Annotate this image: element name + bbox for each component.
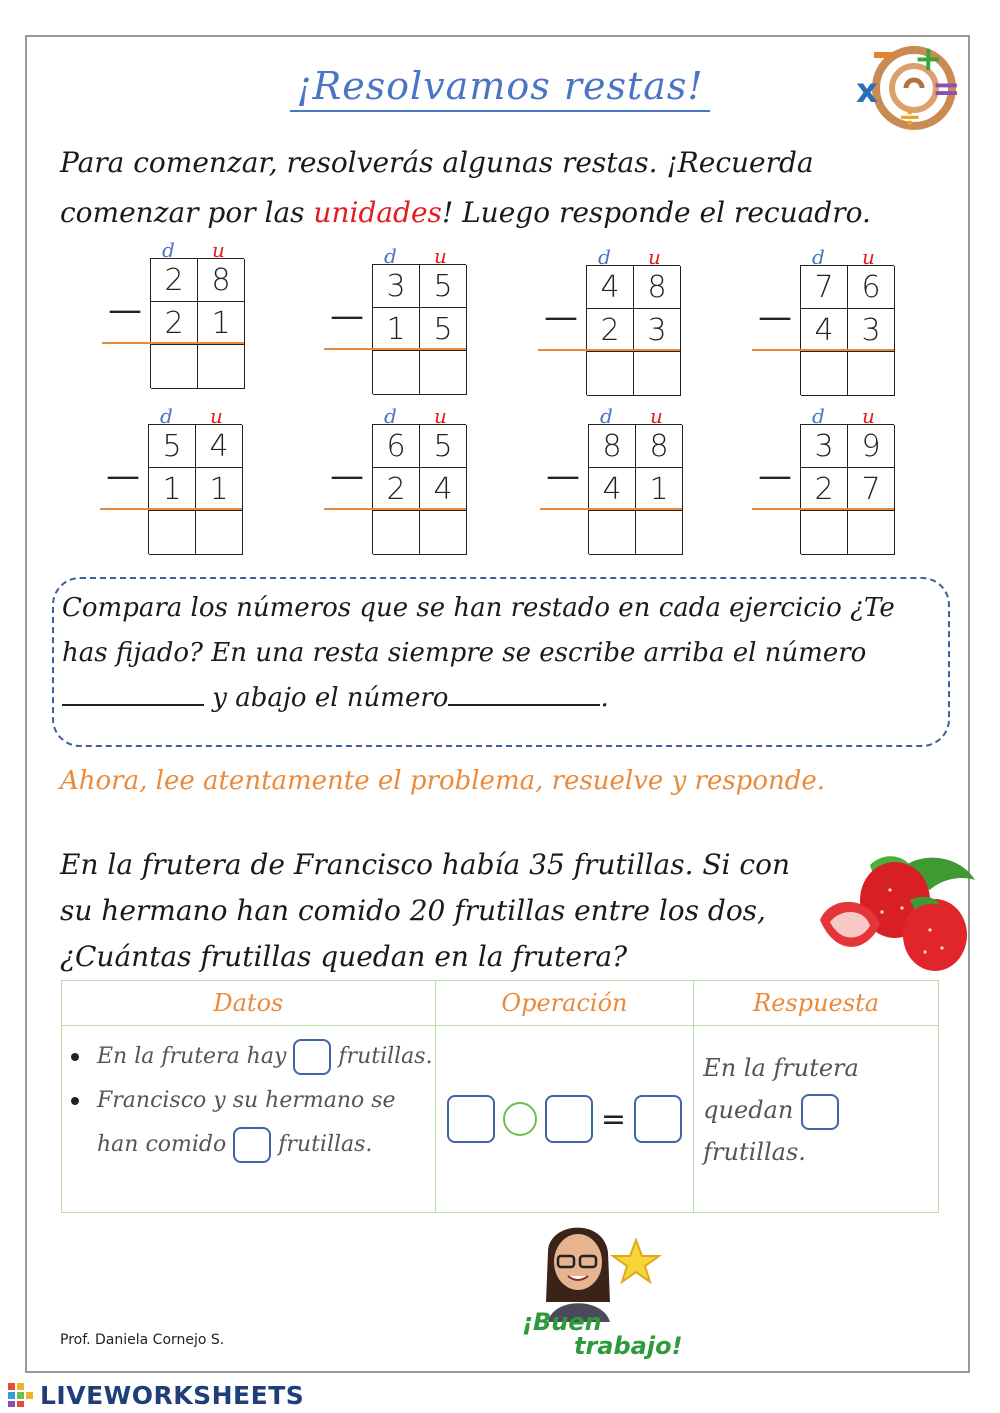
minus-sign: — (758, 456, 792, 496)
blank-upper-number-input[interactable] (62, 682, 204, 706)
brand-name: LIVEWORKSHEETS (40, 1380, 305, 1410)
units-label: u (210, 404, 223, 428)
answer-units-input[interactable] (848, 352, 895, 396)
header-respuesta: Respuesta (694, 981, 939, 1026)
tens-label: d (600, 404, 613, 428)
subtraction-exercise (108, 238, 280, 398)
minuend-tens: 4 (587, 266, 634, 309)
equals-sign: = (600, 1101, 627, 1137)
brand-footer (8, 1380, 304, 1410)
minuend-tens: 3 (373, 265, 420, 308)
header-datos: Datos (62, 981, 436, 1026)
svg-text:=: = (932, 69, 961, 109)
word-problem: En la frutera de Francisco había 35 frutillas. Si con su hermano han comido 20 frutillas entre los dos, ¿Cuántas frutillas quedan en la frutera? (60, 848, 790, 973)
tens-label: d (160, 404, 173, 428)
subtrahend-tens: 2 (801, 468, 848, 511)
header-operacion: Operación (435, 981, 693, 1026)
minuend-units: 8 (636, 425, 683, 468)
page-title: ¡Resolvamos restas! (0, 64, 1000, 108)
minuend-units: 4 (196, 425, 243, 468)
minus-sign: — (330, 296, 364, 336)
answer-tens-input[interactable] (373, 511, 420, 555)
minus-sign: — (108, 290, 142, 330)
answer-input[interactable] (801, 1094, 839, 1130)
answer-tens-input[interactable] (589, 511, 636, 555)
answer-units-input[interactable] (196, 511, 243, 555)
result-line (538, 349, 680, 351)
total-frutillas-input[interactable] (293, 1039, 331, 1075)
subtraction-exercise (546, 404, 718, 564)
answer-units-input[interactable] (848, 511, 895, 555)
units-label: u (434, 404, 447, 428)
subtrahend-units: 5 (420, 308, 467, 351)
subtraction-exercise (758, 245, 930, 405)
minuend-units: 6 (848, 266, 895, 309)
result-line (752, 349, 894, 351)
subtrahend-tens: 4 (801, 309, 848, 352)
subtrahend-units: 3 (634, 309, 681, 352)
minuend-tens: 2 (151, 259, 198, 302)
result-line (324, 508, 466, 510)
subtraction-exercise (544, 245, 716, 405)
teacher-avatar-badge (518, 1212, 683, 1362)
result-line (100, 508, 242, 510)
units-label: u (862, 404, 875, 428)
tens-label: d (598, 245, 611, 269)
units-label: u (648, 245, 661, 269)
answer-units-input[interactable] (420, 351, 467, 395)
tens-label: d (812, 245, 825, 269)
minus-sign: — (330, 456, 364, 496)
minuend-tens: 3 (801, 425, 848, 468)
minuend-tens: 8 (589, 425, 636, 468)
minuend-units: 5 (420, 425, 467, 468)
answer-tens-input[interactable] (151, 345, 198, 389)
answer-tens-input[interactable] (801, 352, 848, 396)
subtrahend-units: 1 (636, 468, 683, 511)
result-line (324, 348, 466, 350)
subtrahend-tens: 2 (151, 302, 198, 345)
list-item: Francisco y su hermano se han comido frutillas. (63, 1079, 434, 1167)
subtrahend-tens: 1 (373, 308, 420, 351)
answer-units-input[interactable] (198, 345, 245, 389)
operator-input[interactable] (503, 1102, 537, 1136)
subtrahend-tens: 4 (589, 468, 636, 511)
tens-label: d (384, 244, 397, 268)
highlight-units: unidades (313, 196, 442, 229)
subtraction-exercise (330, 244, 502, 404)
minuend-tens: 7 (801, 266, 848, 309)
answer-units-input[interactable] (420, 511, 467, 555)
respuesta-cell: En la frutera quedan frutillas. (694, 1026, 939, 1213)
minuend-tens: 6 (373, 425, 420, 468)
answer-tens-input[interactable] (587, 352, 634, 396)
units-label: u (650, 404, 663, 428)
liveworksheets-logo-icon (8, 1383, 34, 1407)
subtrahend-units: 7 (848, 468, 895, 511)
svg-text:+: + (914, 39, 943, 79)
operand-2-input[interactable] (545, 1095, 593, 1143)
svg-text:÷: ÷ (898, 100, 922, 133)
blank-lower-number-input[interactable] (448, 682, 600, 706)
author-credit: Prof. Daniela Cornejo S. (60, 1332, 225, 1348)
tens-label: d (162, 238, 175, 262)
eaten-frutillas-input[interactable] (233, 1127, 271, 1163)
result-line (102, 342, 244, 344)
tens-label: d (812, 404, 825, 428)
subtrahend-tens: 1 (149, 468, 196, 511)
subtrahend-units: 1 (196, 468, 243, 511)
svg-text:x: x (856, 71, 878, 111)
datos-cell (62, 1026, 436, 1213)
units-label: u (212, 238, 225, 262)
minus-sign: — (106, 456, 140, 496)
result-line (752, 508, 894, 510)
intro-text: Para comenzar, resolverás algunas restas. ¡Recuerda comenzar por las unidades! Luego responde el recuadro. (60, 146, 871, 229)
answer-units-input[interactable] (634, 352, 681, 396)
list-item: En la frutera hay frutillas. (63, 1035, 434, 1079)
subtrahend-tens: 2 (587, 309, 634, 352)
minus-sign: — (544, 297, 578, 337)
strawberry-illustration (810, 850, 980, 975)
subtraction-exercise (330, 404, 502, 564)
answer-tens-input[interactable] (149, 511, 196, 555)
subtraction-exercise (758, 404, 930, 564)
operand-1-input[interactable] (447, 1095, 495, 1143)
math-operations-logo (852, 39, 961, 133)
subtrahend-tens: 2 (373, 468, 420, 511)
minuend-tens: 5 (149, 425, 196, 468)
subtraction-exercise (106, 404, 278, 564)
minuend-units: 8 (634, 266, 681, 309)
minuend-units: 8 (198, 259, 245, 302)
units-label: u (434, 244, 447, 268)
result-input[interactable] (634, 1095, 682, 1143)
result-line (540, 508, 682, 510)
tens-label: d (384, 404, 397, 428)
instruction-text: Ahora, lee atentamente el problema, resuelve y responde. (60, 766, 826, 796)
answer-units-input[interactable] (636, 511, 683, 555)
minuend-units: 5 (420, 265, 467, 308)
answer-tens-input[interactable] (373, 351, 420, 395)
subtrahend-units: 3 (848, 309, 895, 352)
subtrahend-units: 1 (198, 302, 245, 345)
compare-text: Compara los números que se han restado en cada ejercicio ¿Te has fijado? En una resta siempre se escribe arriba el número y abajo el número . (62, 593, 895, 713)
subtrahend-units: 4 (420, 468, 467, 511)
badge-line2: trabajo! (574, 1332, 683, 1360)
answer-tens-input[interactable] (801, 511, 848, 555)
minus-sign: — (546, 456, 580, 496)
units-label: u (862, 245, 875, 269)
minuend-units: 9 (848, 425, 895, 468)
badge-line1: ¡Buen (522, 1308, 602, 1336)
minus-sign: — (758, 297, 792, 337)
problem-table (61, 980, 939, 1213)
operacion-cell (435, 1026, 693, 1213)
